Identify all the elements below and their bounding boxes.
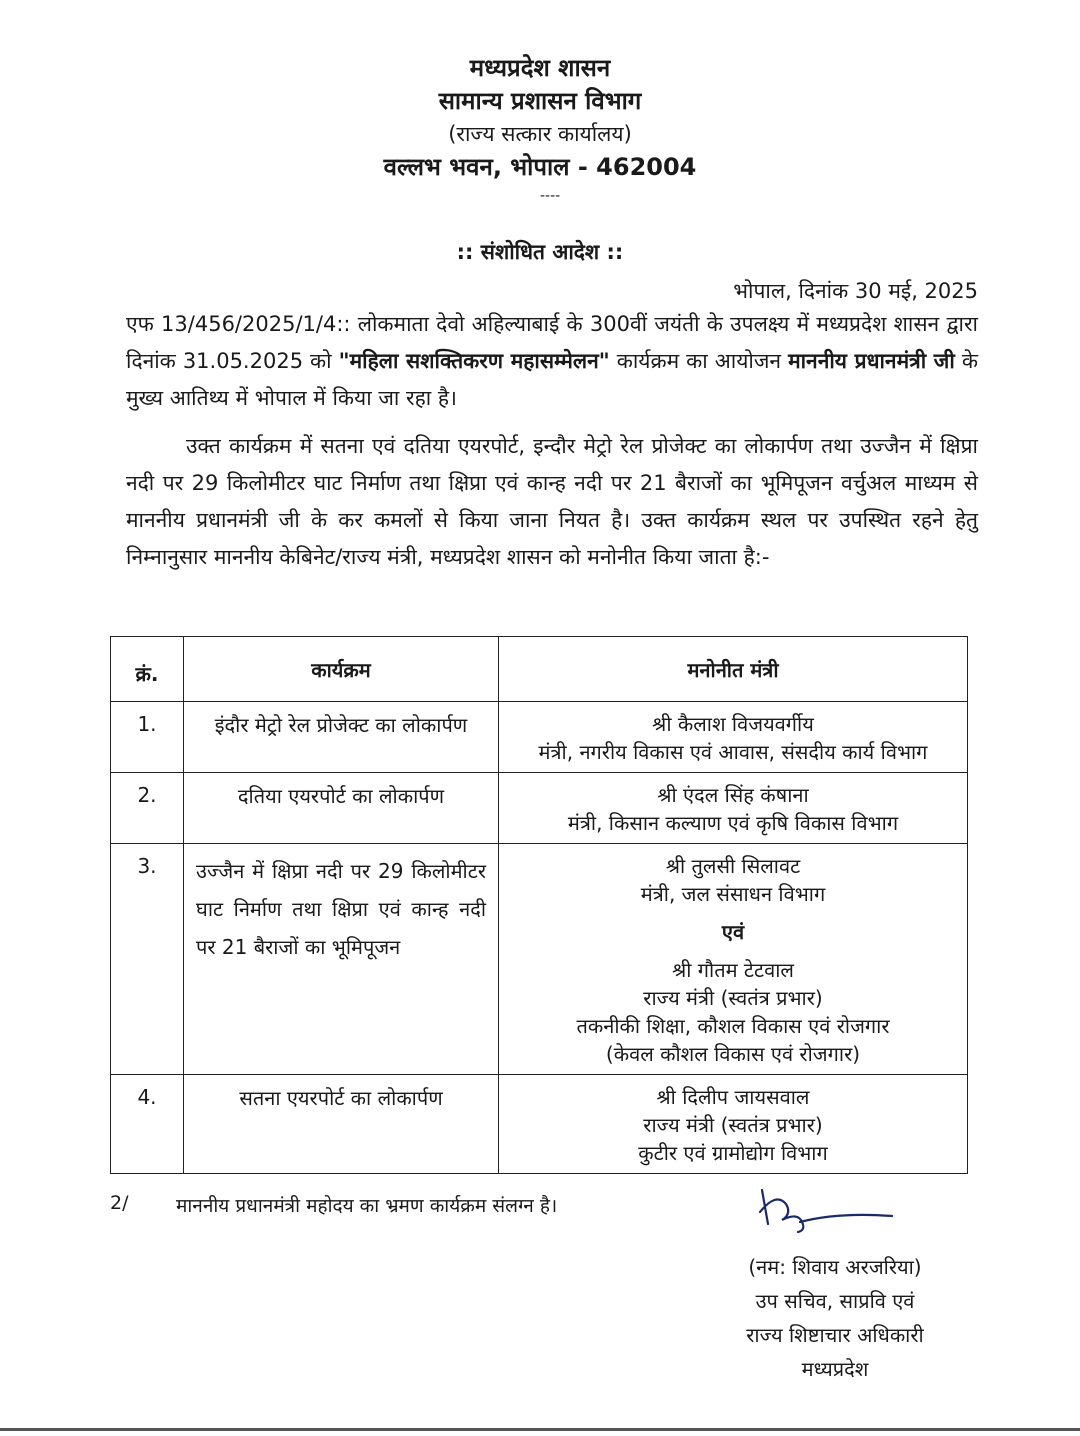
signatory-state: मध्यप्रदेश <box>801 1357 869 1381</box>
header-serial: क्रं. <box>111 637 184 702</box>
row-program: दतिया एयरपोर्ट का लोकार्पण <box>184 773 499 844</box>
para1-text-a: एफ 13/456/2025/1/4:: लोकमाता देवो अहिल्याबाई के 300वीं जयंती के उपलक्ष्य में मध्यप्रदेश शासन द्वारा दिनांक 31.05.2025 को <box>126 312 978 373</box>
page-bottom-border <box>0 1428 1080 1431</box>
chief-guest: माननीय प्रधानमंत्री जी <box>788 349 955 373</box>
nomination-table <box>110 636 968 1174</box>
header-minister: मनोनीत मंत्री <box>499 637 968 702</box>
para1-text-e: के मुख्य आतिथ्य में भोपाल में किया जा रहा है। <box>126 349 978 410</box>
event-name: "महिला सशक्तिकरण महासम्मेलन" <box>338 349 610 373</box>
minister-portfolio: तकनीकी शिक्षा, कौशल विकास एवं रोजगार <box>576 1014 890 1038</box>
office-name: (राज्य सत्कार कार्यालय) <box>448 122 632 146</box>
row-program: उज्जैन में क्षिप्रा नदी पर 29 किलोमीटर घाट निर्माण तथा क्षिप्रा एवं कान्ह नदी पर 21 बैराजों का भूमिपूजन <box>184 844 499 1075</box>
table-row <box>111 773 968 844</box>
header-divider: ---- <box>540 188 561 204</box>
signatory-designation: उप सचिव, साप्रवि एवं <box>755 1289 915 1313</box>
paragraph-1 <box>126 306 978 417</box>
minister-name: श्री कैलाश विजयवर्गीय <box>652 712 814 736</box>
row-program: सतना एयरपोर्ट का लोकार्पण <box>184 1075 499 1174</box>
minister-name: श्री गौतम टेटवाल <box>672 958 794 982</box>
minister-rank: राज्य मंत्री (स्वतंत्र प्रभार) <box>643 1113 823 1137</box>
signatory-block <box>700 1250 970 1386</box>
row-minister <box>499 1075 968 1174</box>
note-text: माननीय प्रधानमंत्री महोदय का भ्रमण कार्यक्रम संलग्न है। <box>176 1195 558 1217</box>
row-serial: 1. <box>111 702 184 773</box>
header-program: कार्यक्रम <box>184 637 499 702</box>
minister-name: श्री दिलीप जायसवाल <box>656 1085 810 1109</box>
minister-name: श्री तुलसी सिलावट <box>665 854 801 878</box>
minister-name: श्री एंदल सिंह कंषाना <box>657 783 809 807</box>
department-name: सामान्य प्रशासन विभाग <box>438 87 642 115</box>
minister-portfolio: मंत्री, किसान कल्याण एवं कृषि विकास विभाग <box>567 811 899 835</box>
row-program: इंदौर मेट्रो रेल प्रोजेक्ट का लोकार्पण <box>184 702 499 773</box>
table-row <box>111 702 968 773</box>
table-row <box>111 1075 968 1174</box>
conjunction: एवं <box>721 920 745 944</box>
table-row <box>111 844 968 1075</box>
row-serial: 4. <box>111 1075 184 1174</box>
govt-name: मध्यप्रदेश शासन <box>469 54 611 82</box>
order-title: :: संशोधित आदेश :: <box>456 240 624 264</box>
minister-portfolio: कुटीर एवं ग्रामोद्योग विभाग <box>638 1141 828 1165</box>
para1-text-c: कार्यक्रम का आयोजन <box>609 349 789 373</box>
row-minister <box>499 773 968 844</box>
table-header-row <box>111 637 968 702</box>
row-minister <box>499 702 968 773</box>
row-minister <box>499 844 968 1075</box>
signature-mark <box>742 1182 902 1242</box>
letterhead <box>0 52 1080 184</box>
row-serial: 3. <box>111 844 184 1075</box>
signatory-name: (नम: शिवाय अरजरिया) <box>748 1255 922 1279</box>
minister-portfolio-note: (केवल कौशल विकास एवं रोजगार) <box>605 1042 861 1066</box>
minister-rank: राज्य मंत्री (स्वतंत्र प्रभार) <box>643 986 823 1010</box>
row-serial: 2. <box>111 773 184 844</box>
paragraph-2: उक्त कार्यक्रम में सतना एवं दतिया एयरपोर्ट, इन्दौर मेट्रो रेल प्रोजेक्ट का लोकार्पण तथा उज्जैन में क्षिप्रा नदी पर 29 किलोमीटर घाट निर्माण तथा क्षिप्रा एवं कान्ह नदी पर 21 बैराजों का भूमिपूजन वर्चुअल माध्यम से माननीय प्रधानमंत्री जी के कर कमलों से किया जाना नियत है। उक्त कार्यक्रम स्थल पर उपस्थित रहने हेतु निम्नानुसार माननीय केबिनेट/राज्य मंत्री, मध्यप्रदेश शासन को मनोनीत किया जाता है:- <box>126 434 978 569</box>
note-number: 2/ <box>110 1192 129 1214</box>
minister-portfolio: मंत्री, जल संसाधन विभाग <box>640 882 826 906</box>
signatory-office: राज्य शिष्टाचार अधिकारी <box>746 1323 924 1347</box>
address: वल्लभ भवन, भोपाल - 462004 <box>383 153 697 181</box>
date-line: भोपाल, दिनांक 30 मई, 2025 <box>733 279 978 303</box>
minister-portfolio: मंत्री, नगरीय विकास एवं आवास, संसदीय कार्य विभाग <box>538 740 928 764</box>
